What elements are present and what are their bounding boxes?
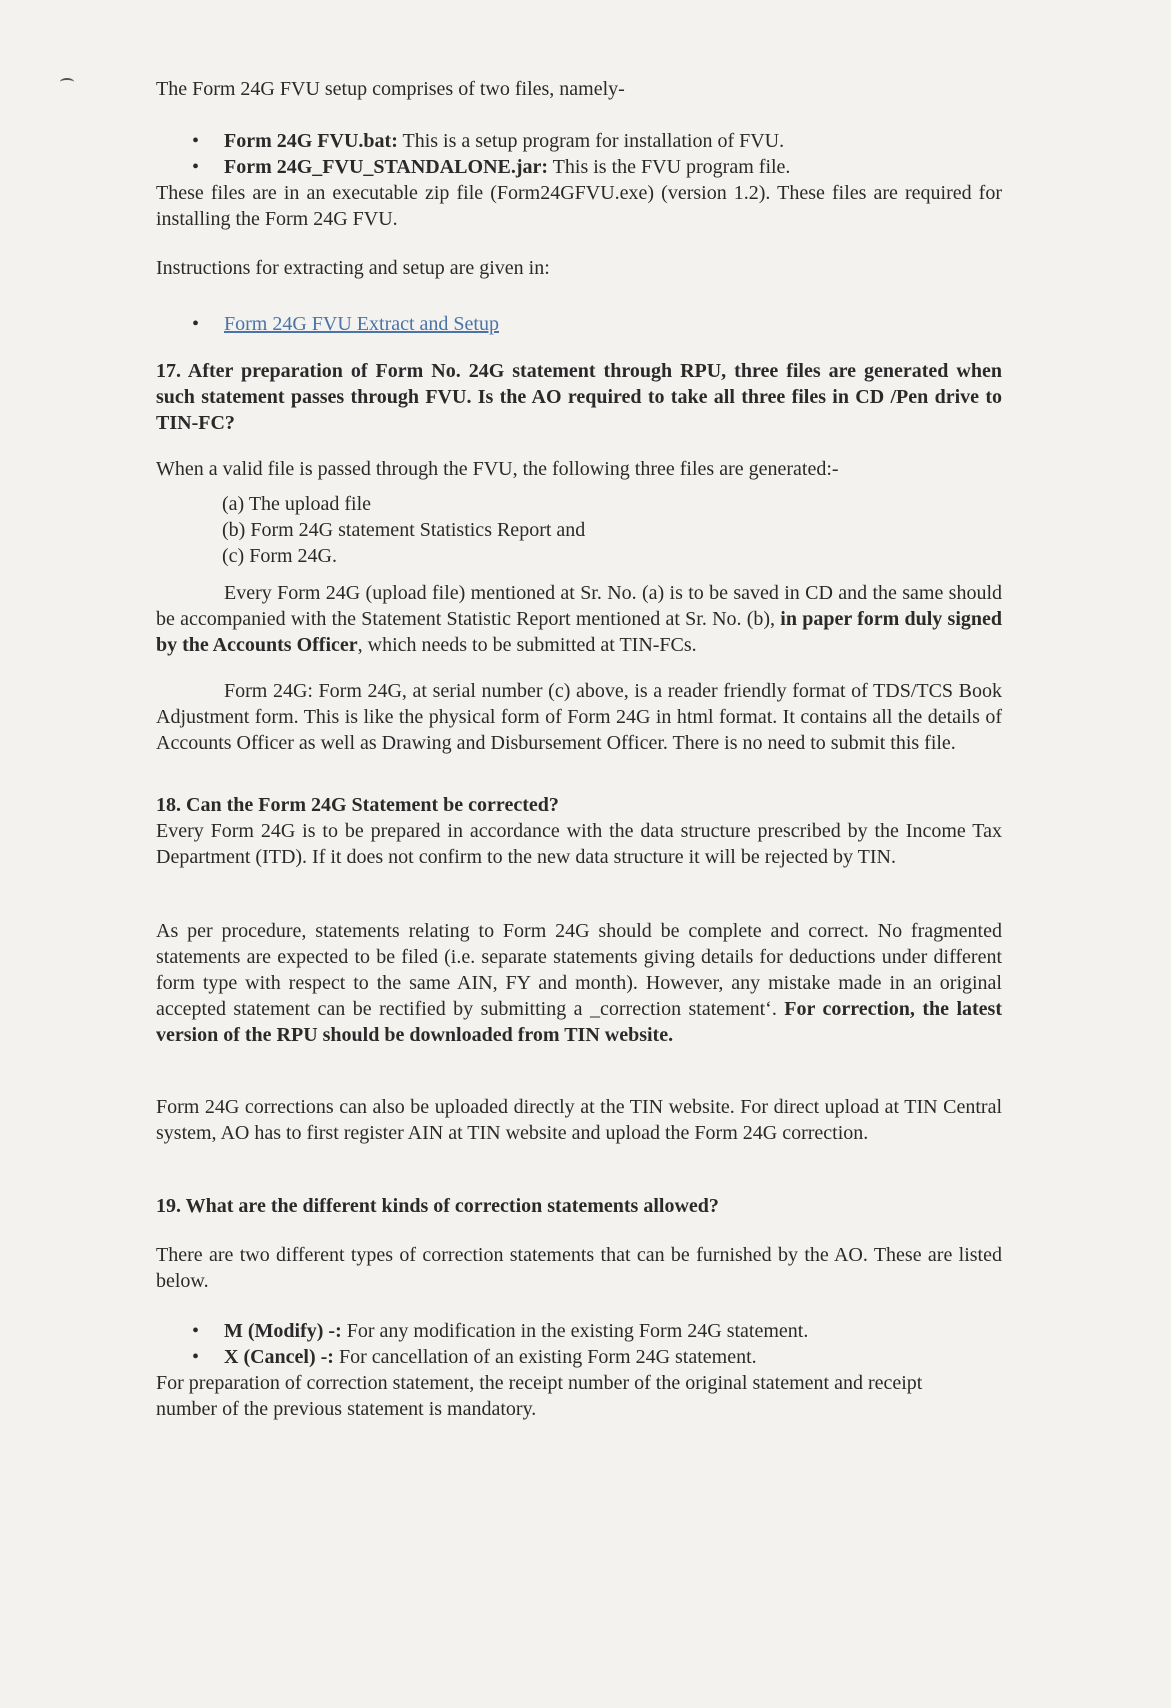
q18-para2: As per procedure, statements relating to Form 24G should be complete and correct. No fragmented statements are expected to be filed (i.e. separate statements giving details for deductions under different form type with respect to the same AIN, FY and month). However, any mistake made in an original accepted statement can be rectified by submitting a _correction statement‘. For correction, the latest version of the RPU should be downloaded from TIN website. [156, 920, 1002, 1046]
list-item: • M (Modify) -: For any modification in the existing Form 24G statement. [156, 1318, 1002, 1344]
list-item: • Form 24G FVU.bat: This is a setup program for installation of FVU. [156, 128, 1002, 154]
list-item: (b) Form 24G statement Statistics Report and [222, 519, 586, 541]
list-item: • Form 24G_FVU_STANDALONE.jar: This is the FVU program file. [156, 154, 1002, 180]
q18-para3: Form 24G corrections can also be uploaded directly at the TIN website. For direct upload at TIN Central system, AO has to first register AIN at TIN website and upload the Form 24G correction. [156, 1096, 1002, 1144]
intro-line: The Form 24G FVU setup comprises of two files, namely- [156, 78, 625, 100]
correction-types-list [156, 1318, 1002, 1370]
extract-setup-link[interactable]: Form 24G FVU Extract and Setup [224, 313, 499, 335]
q18-para1: Every Form 24G is to be prepared in accordance with the data structure prescribed by the Income Tax Department (ITD). If it does not confirm to the new data structure it will be rejected by TIN. [156, 820, 1002, 868]
link-list [156, 311, 1002, 337]
q17-question: 17. After preparation of Form No. 24G statement through RPU, three files are generated when such statement passes through FVU. Is the AO required to take all three files in CD /Pen drive to TIN-FC? [156, 360, 1002, 434]
scan-mark [60, 78, 74, 86]
q17-answer-intro: When a valid file is passed through the FVU, the following three files are generated:- [156, 458, 839, 480]
q17-para2: Form 24G: Form 24G, at serial number (c) above, is a reader friendly format of TDS/TCS Book Adjustment form. This is like the physical form of Form 24G in html format. It contains all the details of Accounts Officer as well as Drawing and Disbursement Officer. There is no need to submit this file. [156, 680, 1002, 754]
exec-note: These files are in an executable zip file (Form24GFVU.exe) (version 1.2). These files are required for installing the Form 24G FVU. [156, 182, 1002, 230]
q19-intro: There are two different types of correction statements that can be furnished by the AO. These are listed below. [156, 1244, 1002, 1292]
q18-question: 18. Can the Form 24G Statement be corrected? [156, 794, 559, 816]
q19-note: For preparation of correction statement, the receipt number of the original statement and receipt number of the previous statement is mandatory. [156, 1372, 923, 1420]
instructions-line: Instructions for extracting and setup are given in: [156, 257, 550, 279]
list-item: (a) The upload file [222, 493, 372, 515]
q17-files-list [156, 491, 1068, 569]
setup-files-list [156, 128, 1002, 180]
list-item [156, 311, 1002, 337]
list-item: (c) Form 24G. [222, 545, 337, 567]
q17-para1: Every Form 24G (upload file) mentioned at Sr. No. (a) is to be saved in CD and the same should be accompanied with the Statement Statistic Report mentioned at Sr. No. (b), in paper form duly signed by the Accounts Officer, which needs to be submitted at TIN-FCs. [156, 582, 1002, 656]
list-item: • X (Cancel) -: For cancellation of an existing Form 24G statement. [156, 1344, 1002, 1370]
q19-question: 19. What are the different kinds of correction statements allowed? [156, 1195, 719, 1217]
